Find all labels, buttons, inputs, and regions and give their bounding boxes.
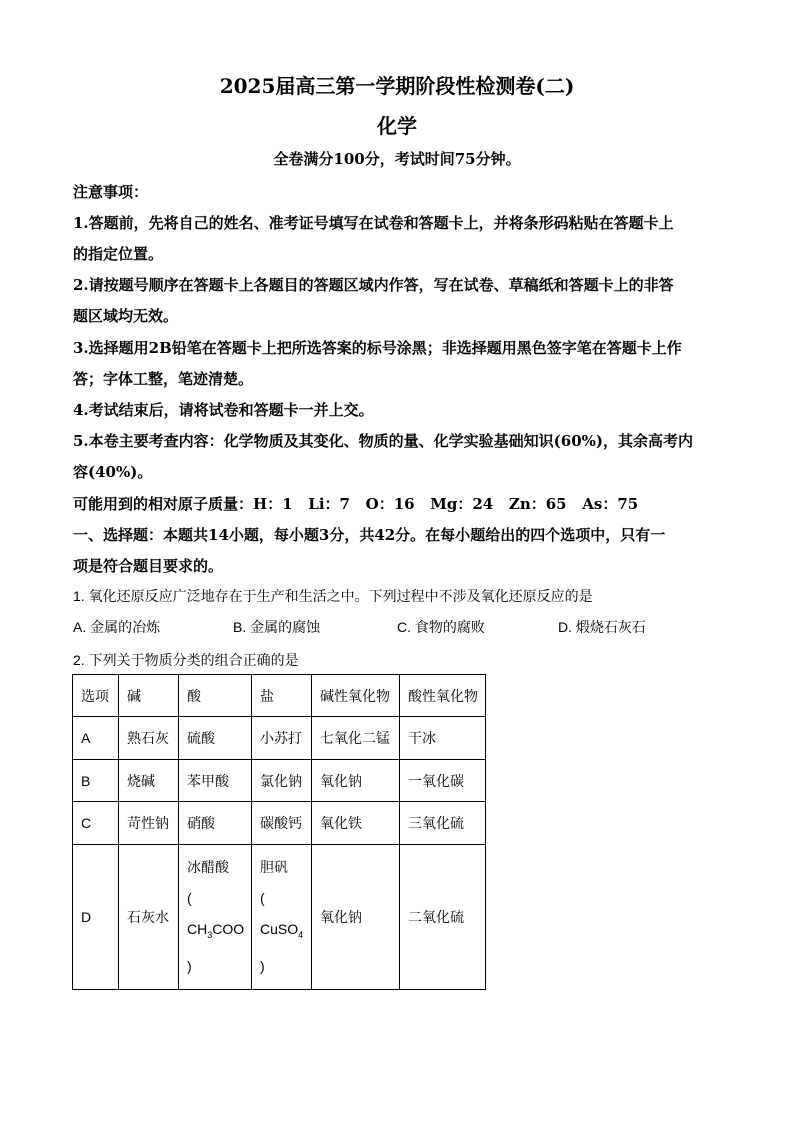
table-cell: 小苏打 xyxy=(252,717,312,760)
subject-title: 化学 xyxy=(377,114,417,138)
table-cell-blue-vitriol xyxy=(252,845,312,990)
table-header-row xyxy=(73,675,486,717)
table-cell: D xyxy=(73,845,119,990)
acid-formula: $CH_3COO$ xyxy=(187,921,245,940)
note-2-line-2: 题区域均无效。 xyxy=(73,307,179,325)
note-3-line-2: 答；字体工整，笔迹清楚。 xyxy=(73,370,254,388)
notes-heading: 注意事项： xyxy=(73,183,149,201)
salt-name: 胆矾 xyxy=(260,859,288,876)
atomic-mass-line: 可能用到的相对原子质量：H：1 Li：7 O：16 Mg：24 Zn：65 As：75 xyxy=(73,495,639,513)
full-score-line: 全卷满分100分，考试时间75分钟。 xyxy=(273,150,521,168)
salt-close-paren: ) xyxy=(260,957,265,974)
acid-close-paren: ) xyxy=(187,957,192,974)
header-cell-acidic-oxide: 酸性氧化物 xyxy=(400,675,486,717)
note-5-line-2: 容(40%)。 xyxy=(73,463,153,481)
table-row xyxy=(73,845,486,990)
table-cell: 氯化钠 xyxy=(252,760,312,802)
exam-title: 2025届高三第一学期阶段性检测卷(二) xyxy=(219,74,575,98)
table-cell: 碳酸钙 xyxy=(252,802,312,845)
salt-open-paren: ( xyxy=(260,890,265,907)
table-cell: A xyxy=(73,717,119,760)
classification-table xyxy=(72,674,486,990)
note-3-line-1: 3.选择题用2B铅笔在答题卡上把所选答案的标号涂黑；非选择题用黑色签字笔在答题卡上作 xyxy=(73,339,682,357)
acid-open-paren: ( xyxy=(187,890,192,907)
table-row xyxy=(73,717,486,760)
question-2-stem: 2. 下列关于物质分类的组合正确的是 xyxy=(73,652,299,668)
table-cell: C xyxy=(73,802,119,845)
table-cell: B xyxy=(73,760,119,802)
header-cell-salt: 盐 xyxy=(252,675,312,717)
question-1-option-b: B. 金属的腐蚀 xyxy=(233,619,321,635)
salt-formula: CuSO$_4$ xyxy=(260,921,304,940)
table-cell: 氧化钠 xyxy=(312,760,400,802)
table-cell: 氧化钠 xyxy=(312,845,400,990)
table-cell: 硝酸 xyxy=(179,802,252,845)
question-1-option-d: D. 煅烧石灰石 xyxy=(558,619,646,635)
header-cell-option: 选项 xyxy=(73,675,119,717)
note-5-line-1: 5.本卷主要考查内容：化学物质及其变化、物质的量、化学实验基础知识(60%)，其余高考内 xyxy=(73,432,693,450)
header-cell-acid: 酸 xyxy=(179,675,252,717)
header-cell-base: 碱 xyxy=(119,675,179,717)
header-cell-basic-oxide: 碱性氧化物 xyxy=(312,675,400,717)
table-row xyxy=(73,760,486,802)
table-cell: 苛性钠 xyxy=(119,802,179,845)
table-cell: 烧碱 xyxy=(119,760,179,802)
table-cell: 苯甲酸 xyxy=(179,760,252,802)
table-cell: 石灰水 xyxy=(119,845,179,990)
acid-name: 冰醋酸 xyxy=(187,859,229,876)
table-cell: 硫酸 xyxy=(179,717,252,760)
table-cell: 一氧化碳 xyxy=(400,760,486,802)
table-cell: 二氧化硫 xyxy=(400,845,486,990)
table-cell: 干冰 xyxy=(400,717,486,760)
note-1-line-2: 的指定位置。 xyxy=(73,245,164,263)
table-cell: 熟石灰 xyxy=(119,717,179,760)
note-2-line-1: 2.请按题号顺序在答题卡上各题目的答题区域内作答，写在试卷、草稿纸和答题卡上的非答 xyxy=(73,276,674,294)
question-1-stem: 1. 氧化还原反应广泛地存在于生产和生活之中。下列过程中不涉及氧化还原反应的是 xyxy=(73,588,593,604)
table-row xyxy=(73,802,486,845)
note-4: 4.考试结束后，请将试卷和答题卡一并上交。 xyxy=(73,401,374,419)
question-1-option-a: A. 金属的冶炼 xyxy=(73,619,161,635)
note-1-line-1: 1.答题前，先将自己的姓名、准考证号填写在试卷和答题卡上，并将条形码粘贴在答题卡上 xyxy=(73,214,674,232)
section-1-line-2: 项是符合题目要求的。 xyxy=(73,557,224,575)
table-cell: 三氧化硫 xyxy=(400,802,486,845)
section-1-line-1: 一、选择题：本题共14小题，每小题3分，共42分。在每小题给出的四个选项中，只有一 xyxy=(73,526,666,544)
table-cell: 七氧化二锰 xyxy=(312,717,400,760)
table-cell: 氧化铁 xyxy=(312,802,400,845)
question-1-option-c: C. 食物的腐败 xyxy=(397,619,485,635)
table-cell-acetic-acid xyxy=(179,845,252,990)
